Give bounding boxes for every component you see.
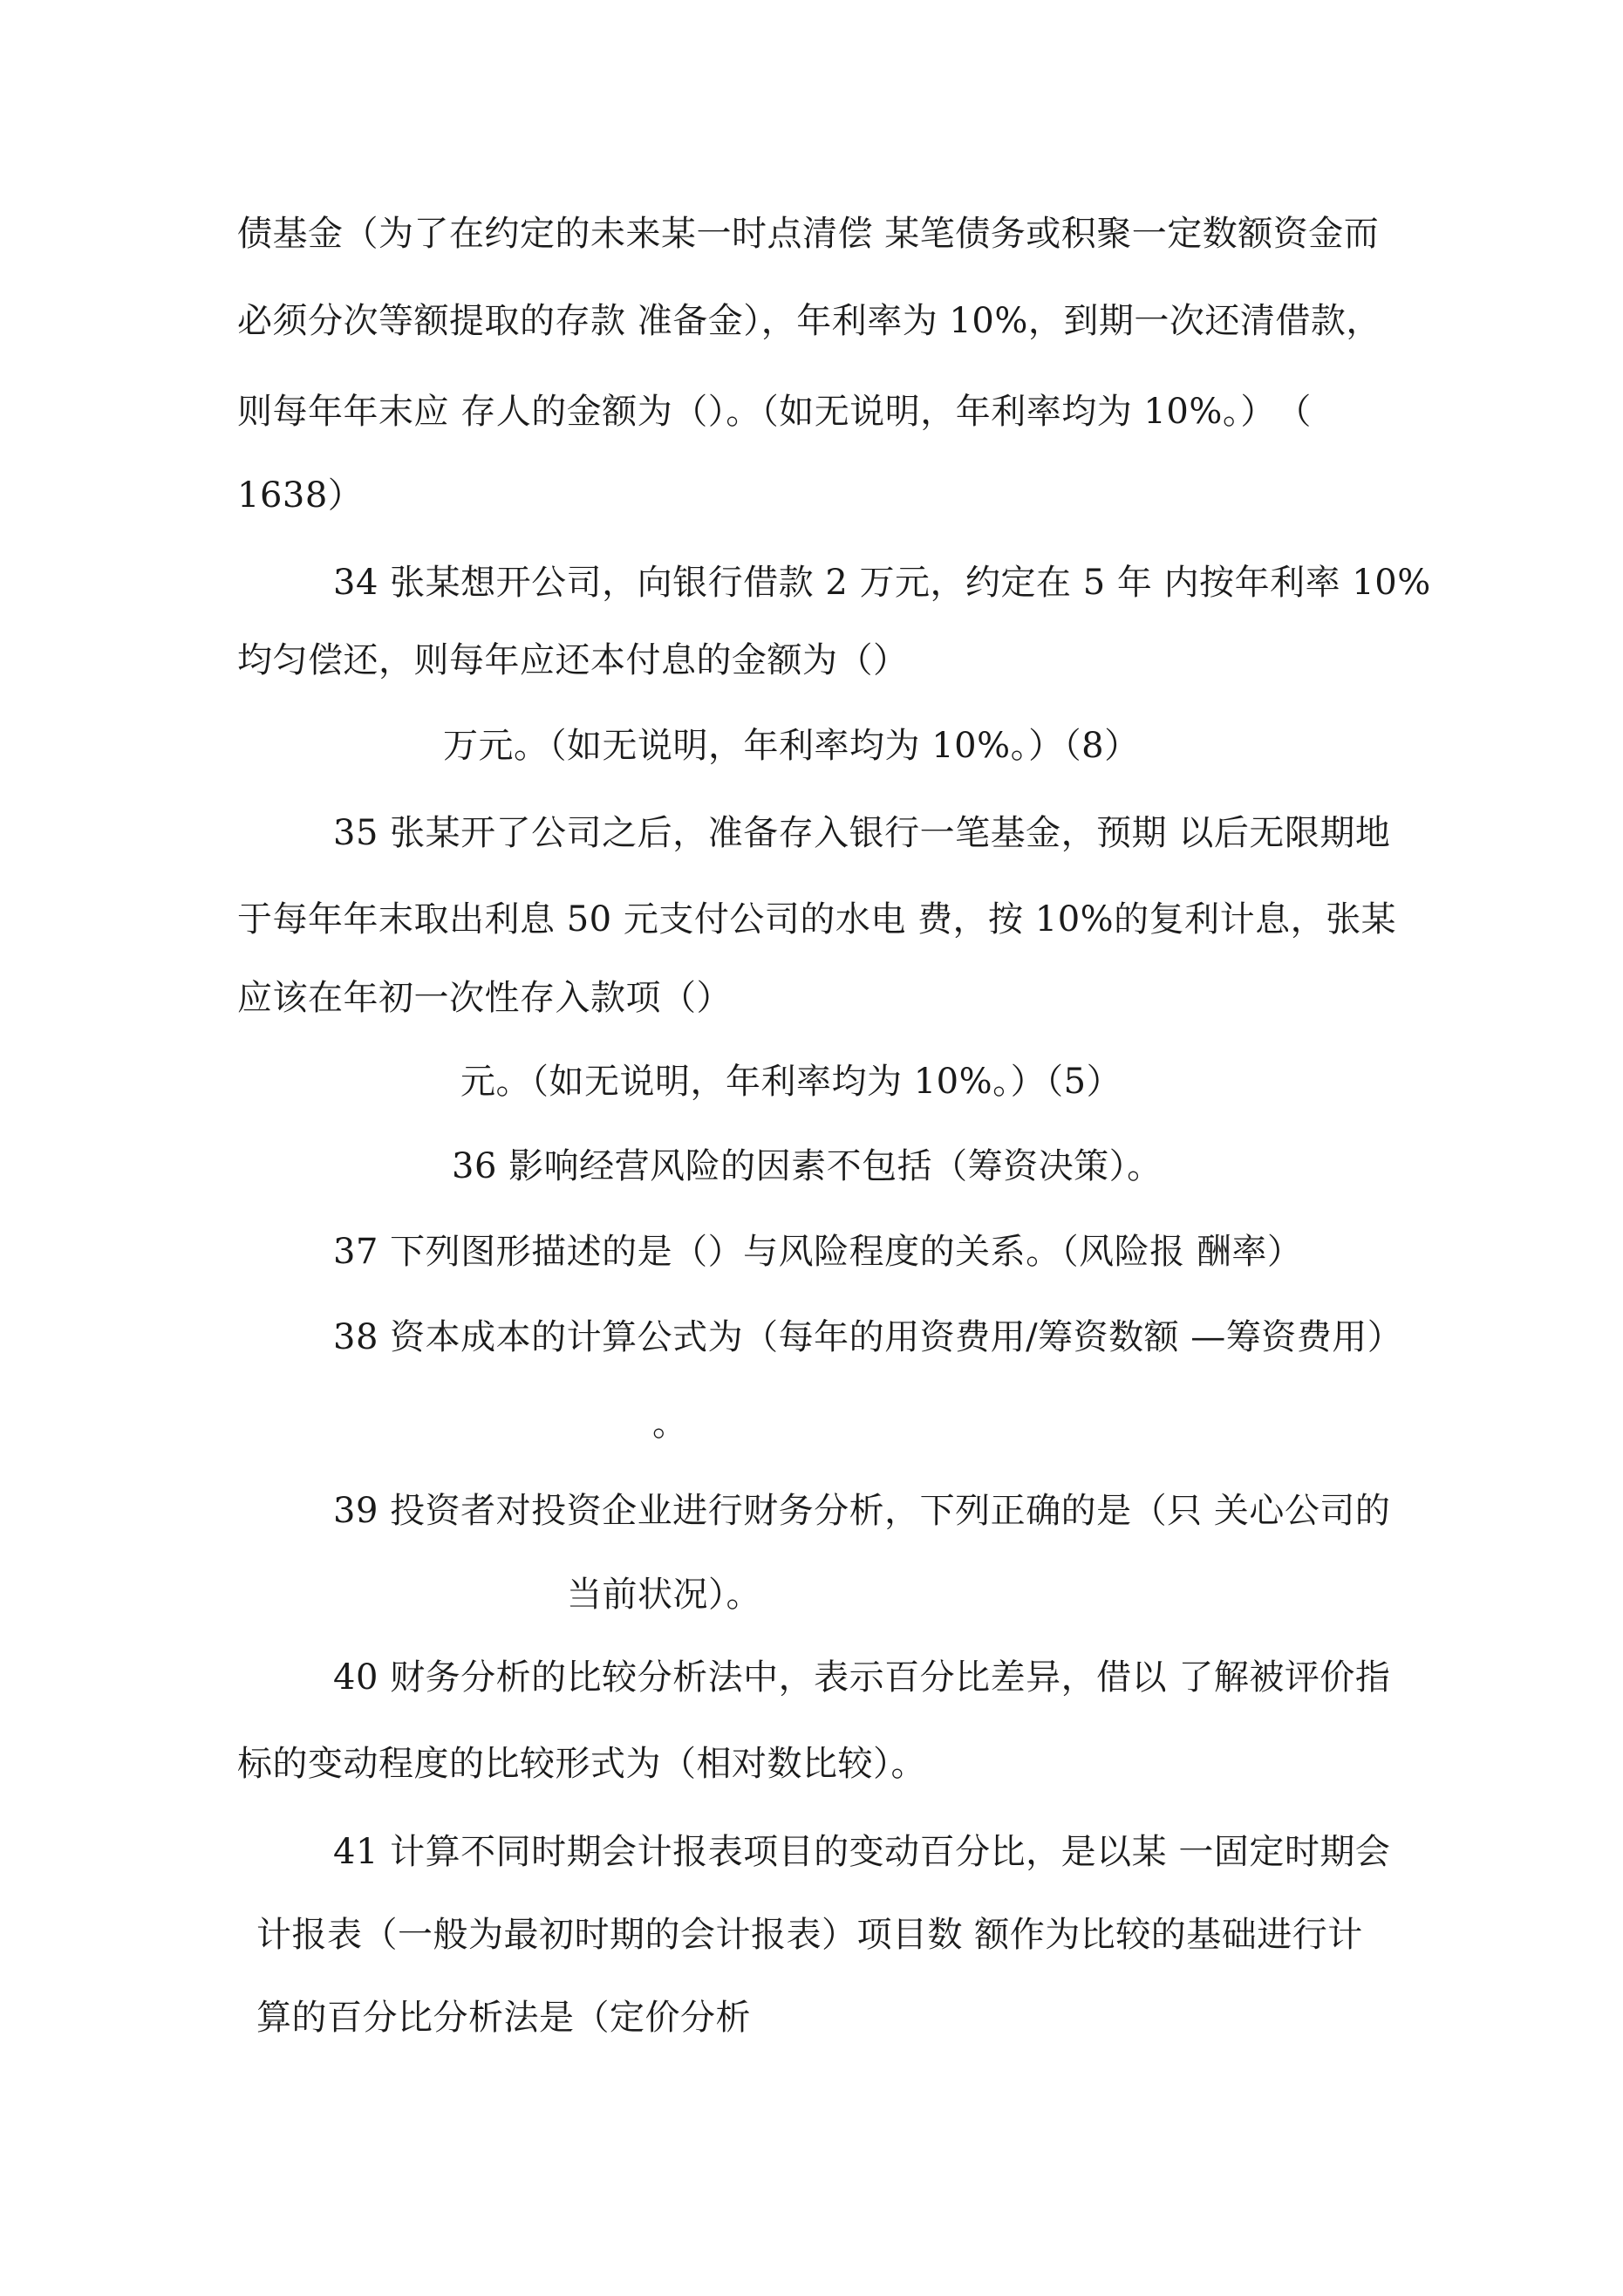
text-line: 36 影响经营风险的因素不包括（筹资决策）。 xyxy=(452,1146,1163,1186)
text-line: 41 计算不同时期会计报表项目的变动百分比，是以某 一固定时期会 xyxy=(333,1832,1391,1872)
text-line: 39 投资者对投资企业进行财务分析，下列正确的是（只 关心公司的 xyxy=(333,1491,1391,1531)
text-line: 。 xyxy=(652,1404,688,1444)
text-line: 当前状况）。 xyxy=(567,1575,761,1615)
text-line: 1638） xyxy=(237,475,364,516)
text-line: 万元。（如无说明，年利率均为 10%。）（8） xyxy=(443,726,1140,766)
text-line: 算的百分比分析法是（定价分析 xyxy=(256,1998,751,2038)
text-line: 应该在年初一次性存入款项（） xyxy=(237,978,732,1018)
text-line: 34 张某想开公司，向银行借款 2 万元，约定在 5 年 内按年利率 10% xyxy=(333,563,1431,603)
text-line: 均匀偿还，则每年应还本付息的金额为（） xyxy=(237,640,909,680)
text-line: 标的变动程度的比较形式为（相对数比较）。 xyxy=(237,1744,926,1784)
text-line: 计报表（一般为最初时期的会计报表）项目数 额作为比较的基础进行计 xyxy=(256,1915,1363,1955)
text-line: 元。（如无说明，年利率均为 10%。）（5） xyxy=(460,1062,1122,1102)
text-line: 35 张某开了公司之后，准备存入银行一笔基金，预期 以后无限期地 xyxy=(333,813,1391,853)
text-line: 则每年年末应 存人的金额为（）。（如无说明，年利率均为 10%。） （ xyxy=(237,392,1312,432)
text-line: 于每年年末取出利息 50 元支付公司的水电 费，按 10%的复利计息，张某 xyxy=(237,899,1397,940)
text-line: 40 财务分析的比较分析法中，表示百分比差异，借以 了解被评价指 xyxy=(333,1657,1391,1698)
text-line: 37 下列图形描述的是（）与风险程度的关系。（风险报 酬率） xyxy=(333,1232,1303,1272)
text-line: 债基金（为了在约定的未来某一时点清偿 某笔债务或积聚一定数额资金而 xyxy=(237,214,1380,254)
text-line: 必须分次等额提取的存款 准备金），年利率为 10%，到期一次还清借款， xyxy=(237,301,1381,341)
text-line: 38 资本成本的计算公式为（每年的用资费用/筹资数额 —筹资费用） xyxy=(333,1317,1403,1357)
